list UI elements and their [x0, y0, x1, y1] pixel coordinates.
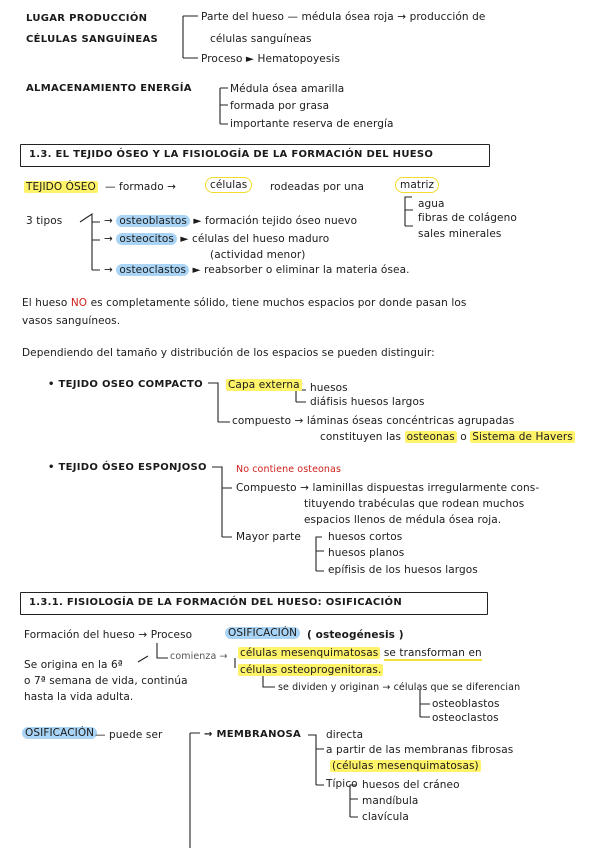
section-heading: 1.3. EL TEJIDO ÓSEO Y LA FISIOLOGÍA DE LA FORMACIÓN DEL HUESO — [29, 149, 434, 160]
membranosa-item-celulas: (células mesenquimatosas) — [332, 760, 479, 772]
capa-item-diafisis: diáfisis huesos largos — [310, 396, 425, 408]
membranosa-item-membranas: a partir de las membranas fibrosas — [326, 744, 514, 756]
paragraph-dependiendo: Dependiendo del tamaño y distribución de los espacios se pueden distinguir: — [22, 347, 435, 359]
almacenamiento-item-1: Médula ósea amarilla — [230, 83, 345, 95]
formacion-hueso: Formación del hueso → Proceso — [24, 629, 193, 641]
capa-item-huesos: huesos — [310, 382, 348, 394]
no-osteonas: No contiene osteonas — [236, 464, 342, 475]
formado-arrow: — formado → — [105, 181, 177, 193]
parte-hueso-line: Parte del hueso — médula ósea roja → producción de — [201, 11, 486, 23]
osificacion-label: OSIFICACIÓN — [22, 728, 97, 739]
paragraph-hueso: El hueso NO es completamente sólido, tiene muchos espacios por donde pasan los — [22, 297, 467, 309]
esponjoso-compuesto-1: Compuesto → laminillas dispuestas irregularmente cons- — [236, 482, 540, 494]
celulas-osteoprogenitoras: células osteoprogenitoras. — [240, 664, 382, 676]
tipico: Típico — [326, 778, 358, 790]
almacenamiento-item-2: formada por grasa — [230, 100, 330, 112]
type-osteoclastos: → osteoclastos ► reabsorber o eliminar la materia ósea. — [104, 264, 410, 276]
osteocitos-extra: (actividad menor) — [210, 249, 306, 261]
tejido-esponjoso-title: • TEJIDO ÓSEO ESPONJOSO — [48, 462, 207, 473]
puede-ser: — puede ser — [95, 729, 163, 741]
diff-osteoclastos: osteoclastos — [432, 712, 499, 724]
tejido-oseo-label: TEJIDO ÓSEO — [26, 181, 96, 193]
celulas-mesenquimatosas: células mesenquimatosas se transforman en — [240, 647, 482, 659]
matriz-item-sales: sales minerales — [418, 228, 502, 240]
membranosa-item-directa: directa — [326, 729, 364, 741]
tipico-item-craneo: huesos del cráneo — [362, 779, 460, 791]
celulas-sanguineas-line: células sanguíneas — [210, 33, 312, 45]
esponjoso-compuesto-3: espacios llenos de médula ósea roja. — [304, 514, 502, 526]
esponjoso-compuesto-2: tituyendo trabéculas que rodean muchos — [304, 498, 525, 510]
se-dividen: se dividen y originan → células que se diferencian — [278, 682, 521, 693]
diff-osteoblastos: osteoblastos — [432, 698, 500, 710]
osificacion-badge: OSIFICACIÓN — [225, 628, 300, 639]
type-osteoblastos: → osteoblastos ► formación tejido óseo nuevo — [104, 215, 358, 227]
membranosa: → MEMBRANOSA — [204, 729, 302, 740]
celulas-circled: células — [205, 180, 252, 191]
paragraph-hueso-2: vasos sanguíneos. — [22, 315, 121, 327]
celulas-sanguineas-title: CÉLULAS SANGUÍNEAS — [26, 34, 159, 45]
matriz-item-fibras: fibras de colágeno — [418, 212, 517, 224]
osteogenesis: ( osteogénesis ) — [307, 629, 404, 641]
mayor-item-planos: huesos planos — [328, 547, 405, 559]
proceso-hematopoyesis: Proceso ► Hematopoyesis — [201, 53, 341, 65]
mayor-item-epifisis: epífisis de los huesos largos — [328, 564, 478, 576]
origina-3: hasta la vida adulta. — [24, 691, 134, 703]
subsection-heading-box — [20, 592, 488, 615]
almacenamiento-title: ALMACENAMIENTO ENERGÍA — [26, 83, 192, 94]
origina-2: o 7ª semana de vida, continúa — [24, 675, 188, 687]
tipico-item-mandibula: mandíbula — [362, 795, 419, 807]
comienza: comienza → — [170, 651, 228, 662]
capa-externa: Capa externa — [228, 379, 300, 391]
lugar-produccion-title: LUGAR PRODUCCIÓN — [26, 13, 148, 24]
section-heading-box — [20, 144, 490, 167]
subsection-heading: 1.3.1. FISIOLOGÍA DE LA FORMACIÓN DEL HUESO: OSIFICACIÓN — [29, 597, 403, 608]
tipico-item-clavicula: clavícula — [362, 811, 409, 823]
constituyen-text: constituyen las osteonas o Sistema de Havers — [320, 431, 573, 443]
rodeadas-text: rodeadas por una — [270, 181, 365, 193]
origina-1: Se origina en la 6ª — [24, 659, 123, 671]
matriz-circled: matriz — [395, 180, 439, 191]
mayor-item-cortos: huesos cortos — [328, 531, 403, 543]
type-osteocitos: → osteocitos ► células del hueso maduro — [104, 233, 330, 245]
compuesto-laminas: compuesto → láminas óseas concéntricas agrupadas — [232, 415, 515, 427]
almacenamiento-item-3: importante reserva de energía — [230, 118, 394, 130]
matriz-item-agua: agua — [418, 198, 445, 210]
tejido-compacto-title: • TEJIDO OSEO COMPACTO — [48, 379, 203, 390]
mayor-parte: Mayor parte — [236, 531, 301, 543]
tres-tipos: 3 tipos — [26, 215, 63, 227]
